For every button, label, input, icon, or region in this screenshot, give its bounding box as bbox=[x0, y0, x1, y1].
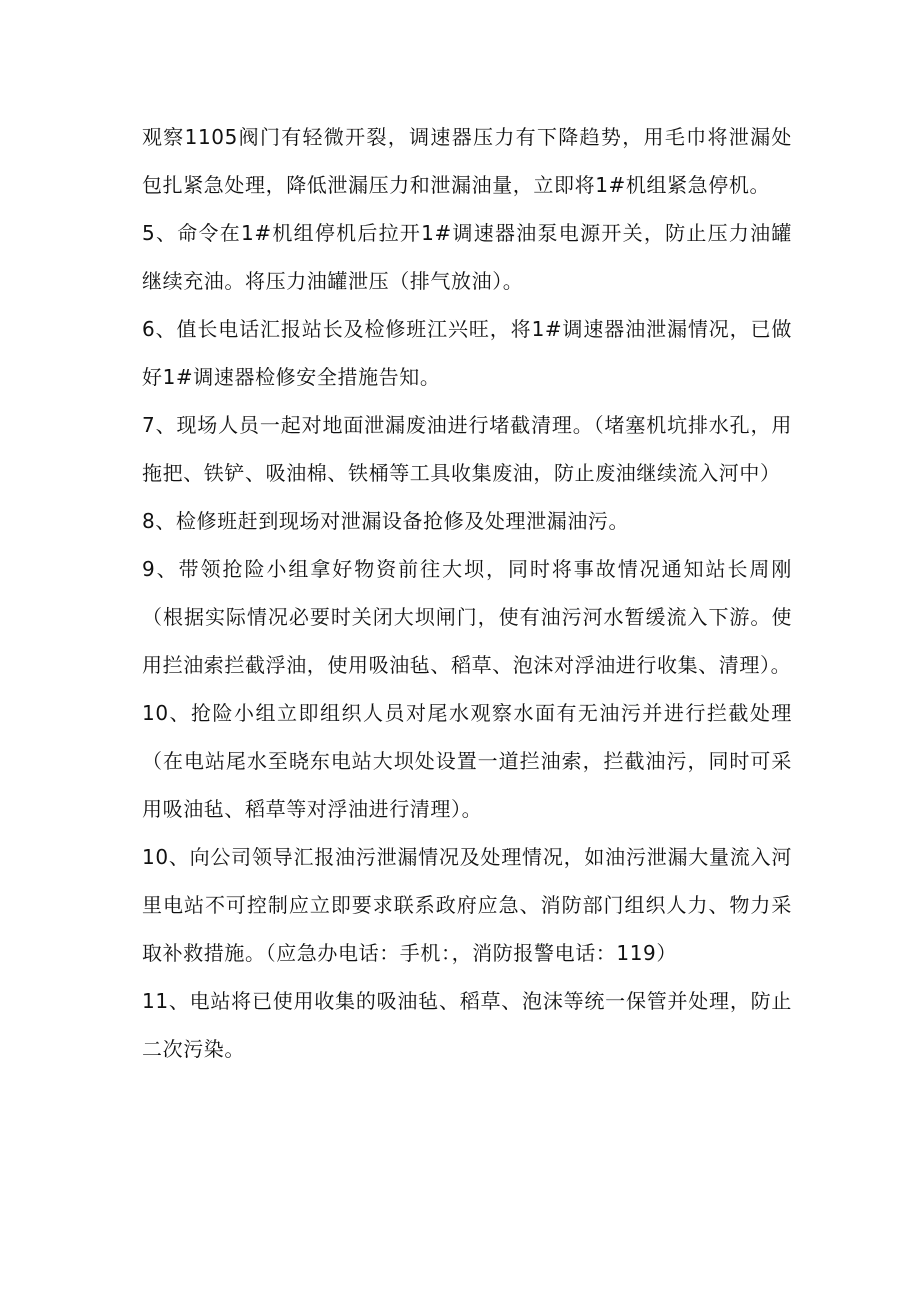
paragraph-step-6: 6、值长电话汇报站长及检修班江兴旺，将1#调速器油泄漏情况，已做好1#调速器检修安全措施告知。 bbox=[142, 317, 793, 389]
paragraph-step-8: 8、检修班赶到现场对泄漏设备抢修及处理泄漏油污。 bbox=[142, 509, 630, 533]
document-body bbox=[142, 113, 792, 1073]
paragraph-step-10b: 10、向公司领导汇报油污泄漏情况及处理情况，如油污泄漏大量流入河里电站不可控制应立即要求联系政府应急、消防部门组织人力、物力采取补救措施。（应急办电话：手机：，消防报警电话：119） bbox=[142, 845, 792, 965]
paragraph-step-9: 9、带领抢险小组拿好物资前往大坝，同时将事故情况通知站长周刚（根据实际情况必要时关闭大坝闸门，使有油污河水暂缓流入下游。使用拦油索拦截浮油，使用吸油毡、稻草、泡沫对浮油进行收集、清理）。 bbox=[142, 557, 792, 677]
paragraph-step-5: 5、命令在1#机组停机后拉开1#调速器油泵电源开关，防止压力油罐继续充油。将压力油罐泄压（排气放油）。 bbox=[142, 221, 792, 293]
paragraph-continuation: 观察1105阀门有轻微开裂，调速器压力有下降趋势，用毛巾将泄漏处包扎紧急处理，降低泄漏压力和泄漏油量，立即将1#机组紧急停机。 bbox=[142, 125, 792, 197]
paragraph-step-10a: 10、抢险小组立即组织人员对尾水观察水面有无油污并进行拦截处理（在电站尾水至晓东电站大坝处设置一道拦油索，拦截油污，同时可采用吸油毡、稻草等对浮油进行清理）。 bbox=[142, 701, 792, 821]
paragraph-step-11: 11、电站将已使用收集的吸油毡、稻草、泡沫等统一保管并处理，防止二次污染。 bbox=[142, 989, 792, 1061]
paragraph-step-7: 7、现场人员一起对地面泄漏废油进行堵截清理。（堵塞机坑排水孔，用拖把、铁铲、吸油棉、铁桶等工具收集废油，防止废油继续流入河中） bbox=[142, 413, 792, 485]
